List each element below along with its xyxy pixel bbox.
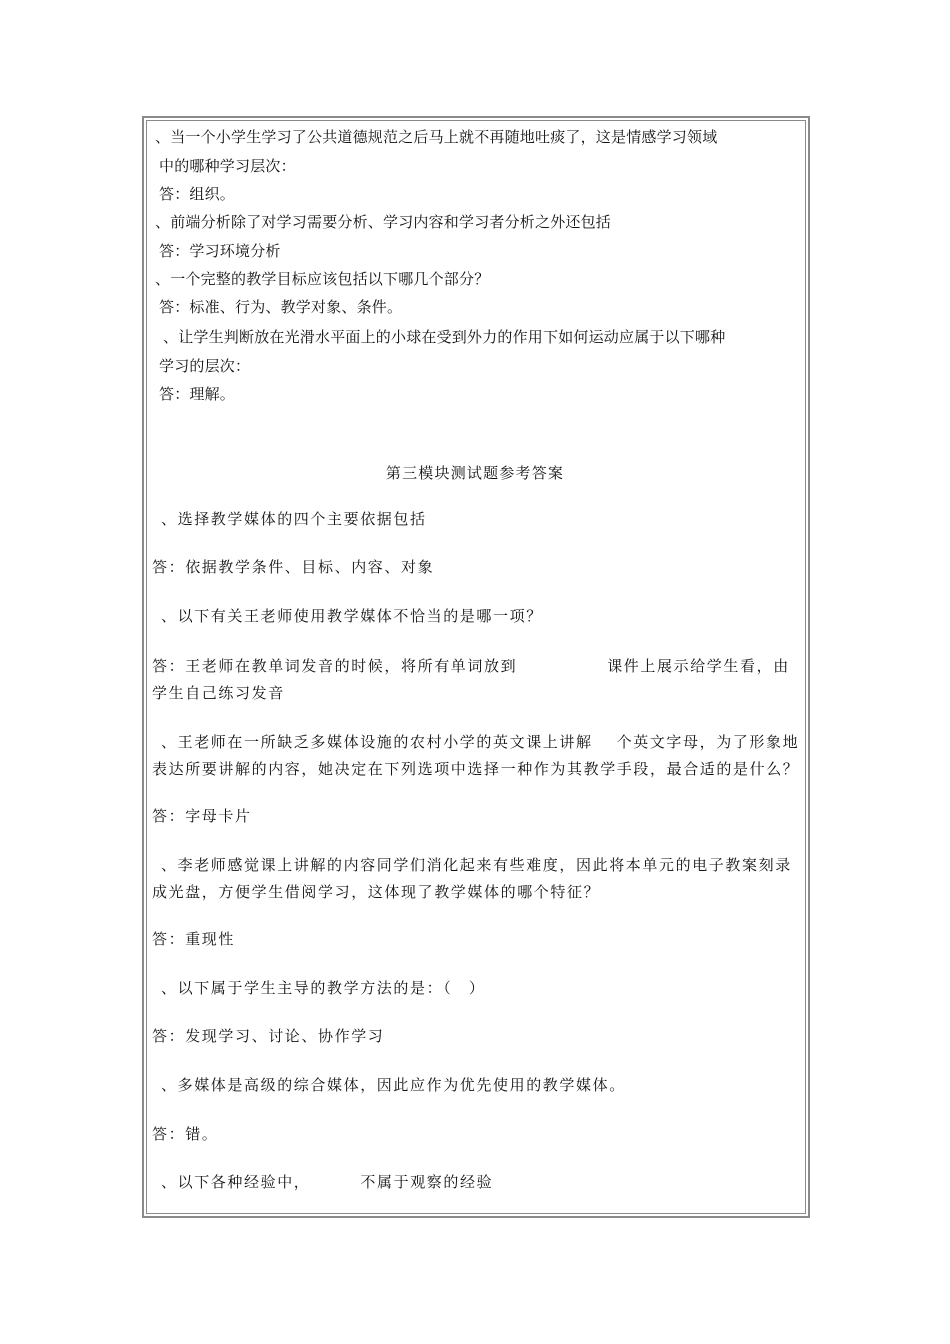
question-text: 成光盘，方便学生借阅学习，这体现了教学媒体的哪个特征？ xyxy=(152,883,601,901)
question-text: 、一个完整的教学目标应该包括以下哪几个部分？ xyxy=(155,270,490,288)
question-text: 、以下有关王老师使用教学媒体不恰当的是哪一项？ xyxy=(161,607,543,625)
answer-text: 答：依据教学条件、目标、内容、对象 xyxy=(152,558,435,576)
question-text: 、让学生判断放在光滑水平面上的小球在受到外力的作用下如何运动应属于以下哪种 xyxy=(163,328,726,346)
question-text xyxy=(161,1172,493,1192)
question-text: 、李老师感觉课上讲解的内容同学们消化起来有些难度，因此将本单元的电子教案刻录 xyxy=(161,856,792,874)
question-text xyxy=(161,732,799,752)
answer-text-part: 课件上展示给学生看，由 xyxy=(607,657,790,675)
answer-text: 学生自己练习发音 xyxy=(152,684,285,702)
question-text: 、以下属于学生主导的教学方法的是：（ ） xyxy=(161,979,486,997)
question-text: 中的哪种学习层次： xyxy=(159,157,296,175)
question-text: 、多媒体是高级的综合媒体，因此应作为优先使用的教学媒体。 xyxy=(161,1076,626,1094)
question-text: 、前端分析除了对学习需要分析、学习内容和学习者分析之外还包括 xyxy=(155,213,612,231)
question-text-part: 、以下各种经验中， xyxy=(161,1173,311,1191)
question-text: 表达所要讲解的内容，她决定在下列选项中选择一种作为其教学手段，最合适的是什么？ xyxy=(152,760,800,778)
question-text-part: 、王老师在一所缺乏多媒体设施的农村小学的英文课上讲解 xyxy=(161,733,593,751)
question-text: 、选择教学媒体的四个主要依据包括 xyxy=(161,510,427,528)
answer-text: 答：学习环境分析 xyxy=(159,242,281,260)
question-text: 学习的层次： xyxy=(159,357,251,375)
answer-text: 答：发现学习、讨论、协作学习 xyxy=(152,1027,385,1045)
answer-text: 答：字母卡片 xyxy=(152,807,252,825)
answer-text: 答：重现性 xyxy=(152,930,236,948)
answer-text: 答：错。 xyxy=(152,1125,219,1143)
question-text-part: 不属于观察的经验 xyxy=(360,1173,494,1191)
question-text: 、当一个小学生学习了公共道德规范之后马上就不再随地吐痰了，这是情感学习领域 xyxy=(155,128,718,146)
answer-text: 答：理解。 xyxy=(159,385,236,403)
answer-text-part: 答：王老师在教单词发音的时候，将所有单词放到 xyxy=(152,657,518,675)
section-heading: 第三模块测试题参考答案 xyxy=(385,464,565,482)
answer-text xyxy=(152,656,790,676)
question-text-part: 个英文字母，为了形象地 xyxy=(616,733,800,751)
answer-text: 答：标准、行为、教学对象、条件。 xyxy=(159,298,403,316)
answer-text: 答：组织。 xyxy=(159,185,236,203)
